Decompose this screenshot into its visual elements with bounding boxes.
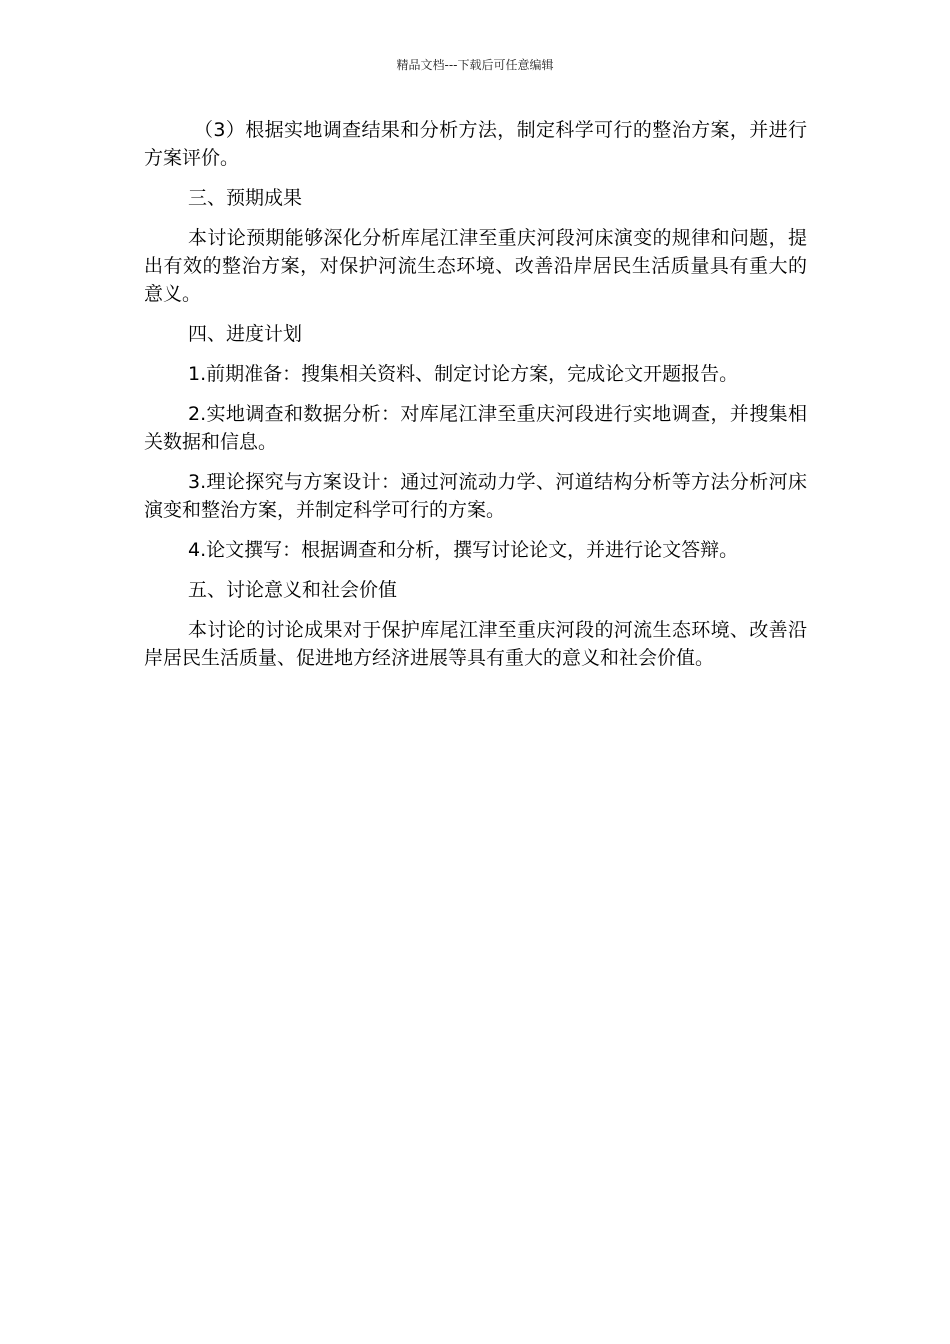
- schedule-item-theory-design: 3.理论探究与方案设计：通过河流动力学、河道结构分析等方法分析河床演变和整治方案，并制定科学可行的方案。: [144, 471, 807, 521]
- paragraph-method-evaluation: （3）根据实地调查结果和分析方法，制定科学可行的整治方案，并进行方案评价。: [144, 119, 807, 169]
- heading-schedule: 四、进度计划: [188, 323, 303, 345]
- schedule-item-preparation: 1.前期准备：搜集相关资料、制定讨论方案，完成论文开题报告。: [188, 363, 739, 385]
- schedule-item-writing: 4.论文撰写：根据调查和分析，撰写讨论论文，并进行论文答辩。: [188, 539, 739, 561]
- heading-significance: 五、讨论意义和社会价值: [188, 579, 398, 601]
- schedule-item-field-survey: 2.实地调查和数据分析：对库尾江津至重庆河段进行实地调查，并搜集相关数据和信息。: [144, 403, 807, 453]
- page-header: 精品文档---下载后可任意编辑: [396, 58, 554, 72]
- paragraph-expected-results: 本讨论预期能够深化分析库尾江津至重庆河段河床演变的规律和问题，提出有效的整治方案，对保护河流生态环境、改善沿岸居民生活质量具有重大的意义。: [144, 227, 807, 305]
- heading-expected-results: 三、预期成果: [188, 187, 303, 209]
- document-body: [144, 116, 807, 684]
- paragraph-significance: 本讨论的讨论成果对于保护库尾江津至重庆河段的河流生态环境、改善沿岸居民生活质量、促进地方经济进展等具有重大的意义和社会价值。: [144, 619, 807, 669]
